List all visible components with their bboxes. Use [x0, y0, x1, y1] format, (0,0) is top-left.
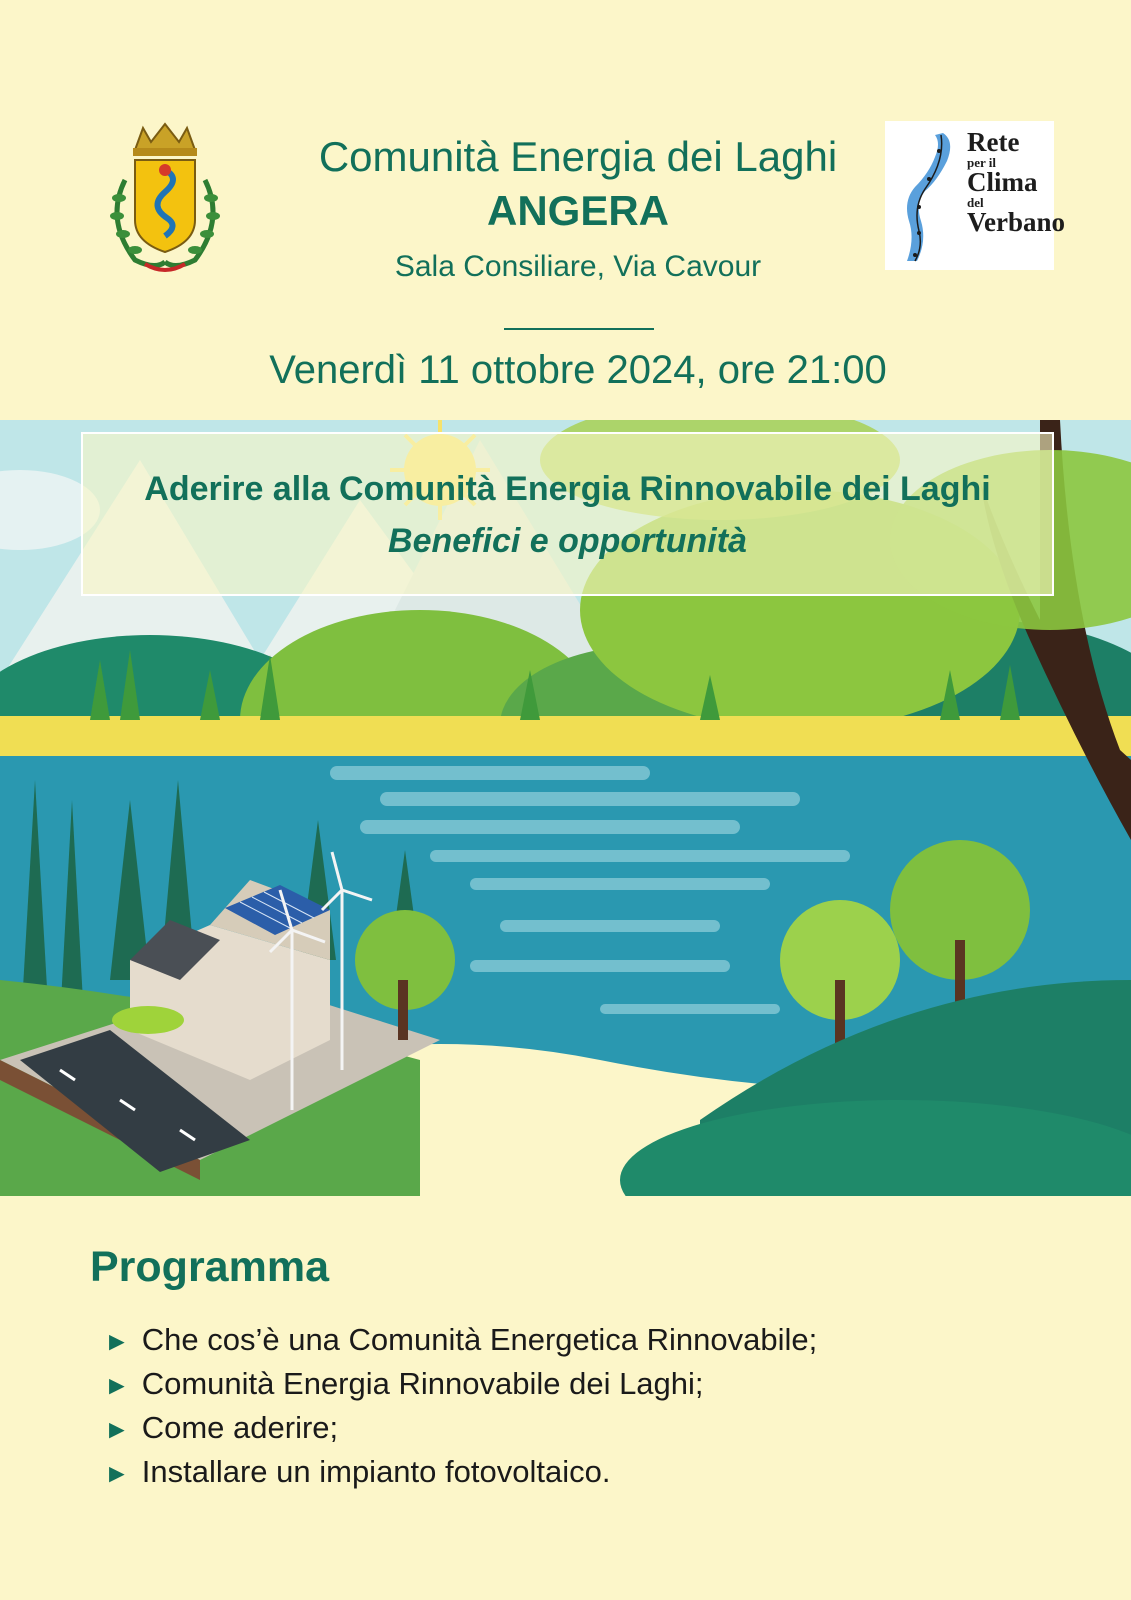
- bullet-arrow-icon: ►: [104, 1326, 130, 1356]
- list-item: [104, 1450, 817, 1494]
- organization-name: Comunità Energia dei Laghi: [318, 133, 838, 180]
- rcv-line-1: Rete: [967, 127, 1020, 157]
- event-title: Aderire alla Comunità Energia Rinnovabile dei Laghi: [144, 470, 991, 508]
- lake-map-icon: [885, 121, 965, 270]
- landscape-illustration: [0, 420, 1131, 1196]
- list-item: [104, 1406, 817, 1450]
- program-item-text: Che cos’è una Comunità Energetica Rinnovabile;: [141, 1322, 818, 1357]
- town-name: ANGERA: [486, 187, 669, 234]
- rcv-line-4: del: [967, 195, 984, 210]
- list-item: [104, 1318, 817, 1362]
- rcv-logo: [885, 121, 1066, 270]
- bullet-arrow-icon: ►: [104, 1414, 130, 1444]
- rcv-logo-text: [967, 129, 1065, 236]
- rcv-line-5: Verbano: [967, 207, 1066, 237]
- program-list: [104, 1318, 817, 1494]
- divider: [504, 328, 654, 330]
- bullet-arrow-icon: ►: [104, 1458, 130, 1488]
- event-datetime: Venerdì 11 ottobre 2024, ore 21:00: [269, 348, 887, 392]
- program-item-text: Installare un impianto fotovoltaico.: [141, 1454, 611, 1489]
- program-heading: Programma: [90, 1243, 329, 1291]
- venue: Sala Consiliare, Via Cavour: [394, 250, 762, 283]
- event-subtitle: Benefici e opportunità: [388, 522, 747, 560]
- rcv-line-3: Clima: [967, 167, 1038, 197]
- bullet-arrow-icon: ►: [104, 1370, 130, 1400]
- rcv-line-2: per il: [967, 155, 997, 170]
- program-item-text: Come aderire;: [141, 1410, 339, 1445]
- header: [0, 0, 1131, 420]
- program-item-text: Comunità Energia Rinnovabile dei Laghi;: [141, 1366, 704, 1401]
- event-title-banner: [81, 432, 1054, 596]
- list-item: [104, 1362, 817, 1406]
